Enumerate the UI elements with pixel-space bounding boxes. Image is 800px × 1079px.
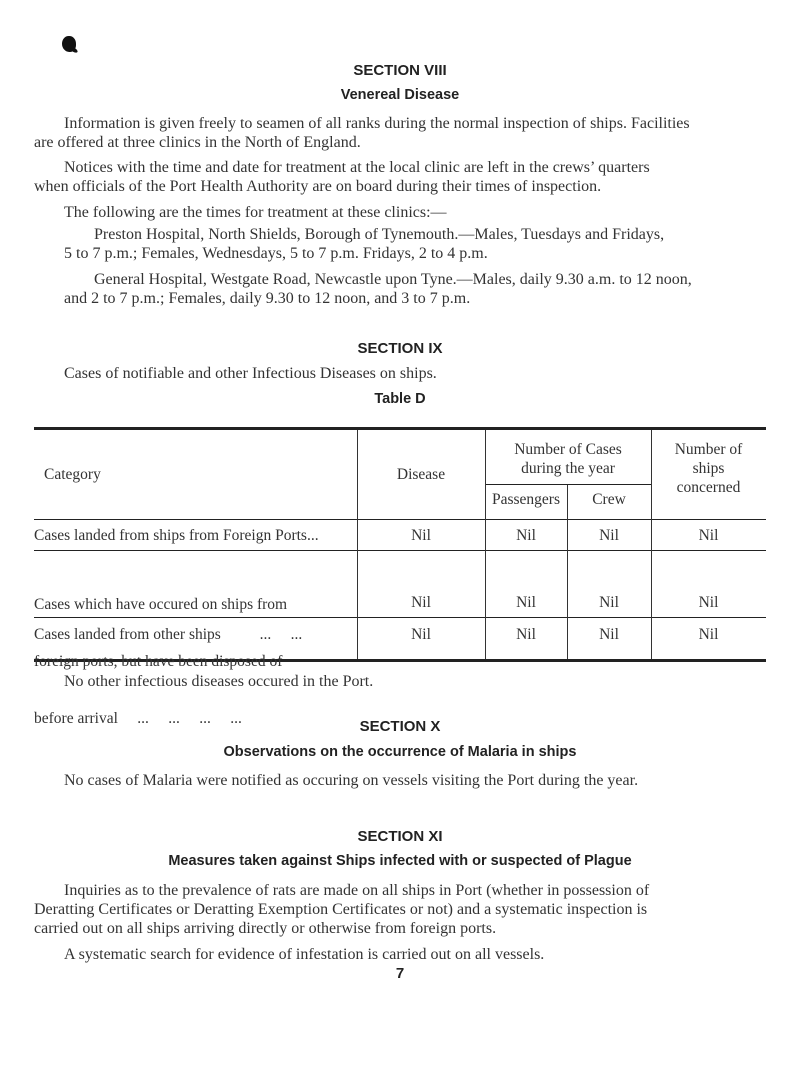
row-crew: Nil (599, 594, 619, 611)
row-disease: Nil (411, 527, 431, 544)
section-10-subheading: Observations on the occurrence of Malaria in ships (223, 744, 577, 760)
section-8-paragraph-2 (34, 158, 774, 196)
category-line: before arrival ... ... ... ... (34, 710, 242, 727)
row-crew: Nil (599, 527, 619, 544)
section-11-heading: SECTION XI (357, 828, 443, 845)
text-line: Information is given freely to seamen of all ranks during the normal inspection of ships. Facilities (64, 115, 690, 132)
header-line: during the year (521, 460, 615, 477)
header-number-of-cases (485, 440, 651, 478)
row-crew: Nil (599, 626, 619, 643)
text-line: General Hospital, Westgate Road, Newcastle upon Tyne.—Males, daily 9.30 a.m. to 12 noon, (94, 271, 692, 288)
row-ships: Nil (698, 594, 719, 611)
header-category: Category (44, 466, 101, 483)
text-line: when officials of the Port Health Authority are on board during their times of inspection. (34, 178, 602, 195)
section-11-paragraph-1 (34, 881, 779, 938)
row-category: Cases landed from ships from Foreign Ports... (34, 527, 319, 544)
header-disease: Disease (396, 466, 446, 483)
header-line: concerned (676, 479, 741, 496)
row-ships: Nil (698, 527, 719, 544)
header-line: Number of Cases (514, 441, 622, 458)
header-passengers: Passengers (491, 491, 561, 508)
table-d-title: Table D (374, 391, 426, 407)
header-number-of-ships (651, 440, 766, 497)
table-top-rule (34, 427, 766, 430)
row-passengers: Nil (516, 594, 536, 611)
section-9-heading: SECTION IX (357, 340, 443, 357)
text-line: Preston Hospital, North Shields, Borough of Tynemouth.—Males, Tuesdays and Fridays, (94, 226, 665, 243)
section-10-text: No cases of Malaria were notified as occuring on vessels visiting the Port during the year. (64, 772, 639, 789)
section-9-intro: Cases of notifiable and other Infectious Diseases on ships. (64, 365, 437, 382)
text-line: and 2 to 7 p.m.; Females, daily 9.30 to 12 noon, and 3 to 7 p.m. (64, 290, 471, 307)
row-passengers: Nil (516, 527, 536, 544)
category-line: Cases which have occured on ships from (34, 596, 288, 613)
header-line: ships (692, 460, 725, 477)
category-line: foreign ports, but have been disposed of (34, 653, 283, 670)
text-line: 5 to 7 p.m.; Females, Wednesdays, 5 to 7 p.m. Fridays, 2 to 4 p.m. (64, 245, 488, 262)
row-1-rule (34, 550, 766, 551)
row-disease: Nil (411, 626, 431, 643)
text-line: carried out on all ships arriving directly or otherwise from foreign ports. (34, 920, 497, 937)
row-category: Cases landed from other ships ... ... (34, 626, 303, 643)
header-line: Number of (674, 441, 743, 458)
text-line: Notices with the time and date for treatment at the local clinic are left in the crews’ quarters (64, 159, 650, 176)
ink-blot-mark (62, 36, 76, 52)
text-line: Inquiries as to the prevalence of rats are made on all ships in Port (whether in possession of (64, 882, 650, 899)
section-11-subheading: Measures taken against Ships infected with or suspected of Plague (168, 853, 632, 869)
text-line: are offered at three clinics in the North of England. (34, 134, 361, 151)
section-11-paragraph-2: A systematic search for evidence of infestation is carried out on all vessels. (64, 946, 545, 963)
section-8-paragraph-3: The following are the times for treatment at these clinics:— (64, 204, 447, 221)
row-disease: Nil (411, 594, 431, 611)
clinic-newcastle (64, 270, 784, 308)
header-crew: Crew (592, 491, 626, 508)
row-passengers: Nil (516, 626, 536, 643)
row-ships: Nil (698, 626, 719, 643)
section-8-paragraph-1 (34, 114, 774, 152)
header-bottom-rule (34, 519, 766, 520)
page-number: 7 (395, 965, 405, 982)
section-10-heading: SECTION X (359, 718, 441, 735)
clinic-preston (64, 225, 784, 263)
section-8-heading: SECTION VIII (353, 62, 447, 79)
text-line: Deratting Certificates or Deratting Exemption Certificates or not) and a systematic inspection is (34, 901, 648, 918)
section-8-subheading: Venereal Disease (340, 87, 460, 103)
cases-subheader-rule (485, 484, 651, 485)
section-9-footnote: No other infectious diseases occured in the Port. (64, 673, 374, 690)
